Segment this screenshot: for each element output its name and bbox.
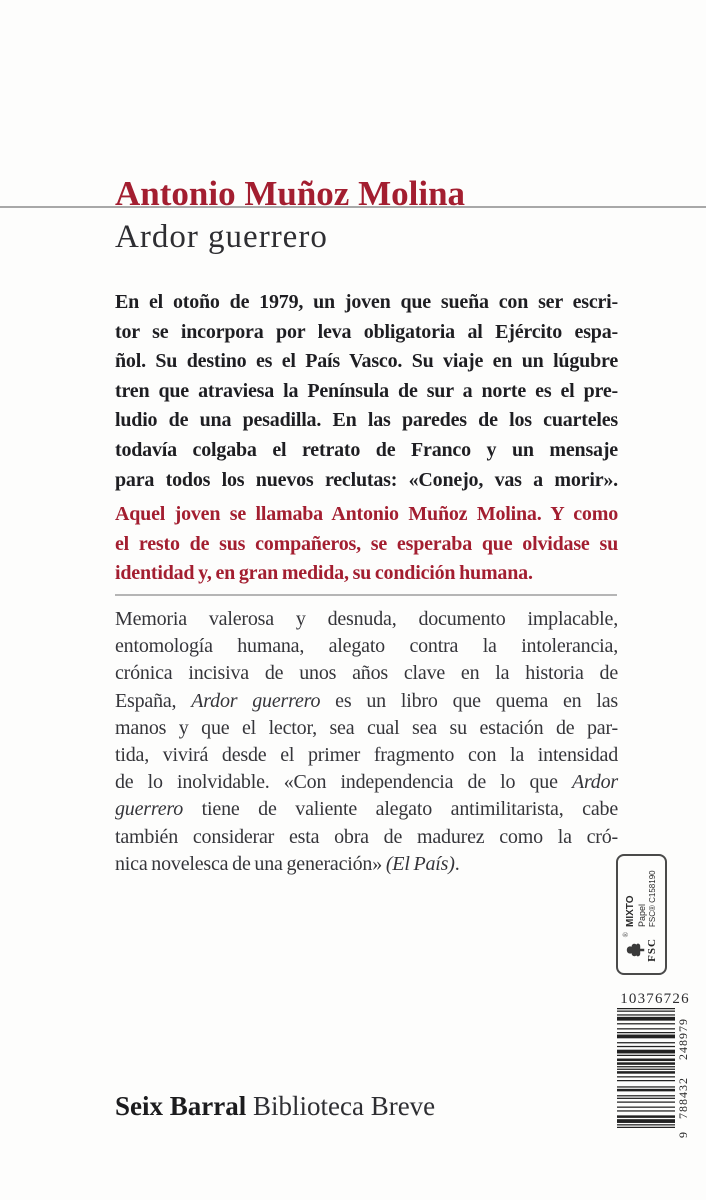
text-line: identidad y, en gran medida, su condición humana. — [115, 562, 533, 585]
fsc-license-code: FSC® C158190 — [648, 870, 657, 927]
fsc-logo — [622, 932, 658, 966]
collection-name: Biblioteca Breve — [252, 1091, 436, 1121]
synopsis-paragraph — [115, 288, 618, 495]
highlight-paragraph — [115, 500, 618, 589]
fsc-tree-icon — [625, 939, 647, 961]
text-line: el resto de sus compañeros, se esperaba que olvidase su — [115, 532, 618, 555]
product-code: 10376726 — [620, 991, 690, 1007]
registered-symbol: ® — [622, 932, 630, 938]
text-line: manos y que el lector, sea cual sea su estación de par- — [115, 716, 618, 739]
text-line: tren que atraviesa la Península de sur a norte es el pre- — [115, 379, 618, 402]
text-line: guerrero tiene de valiente alegato antimilitarista, cabe — [115, 798, 618, 821]
text-line: Aquel joven se llamaba Antonio Muñoz Molina. Y como — [115, 503, 618, 525]
text-line: tida, vivirá desde el primer fragmento con la intensidad — [115, 744, 618, 767]
text-line: para todos los nuevos reclutas: «Conejo, vas a morir». — [115, 468, 618, 491]
fsc-material: Papel — [637, 903, 647, 927]
text-line: Memoria valerosa y desnuda, documento implacable, — [115, 608, 618, 630]
text-line: nica novelesca de una generación» (El País). — [115, 852, 460, 875]
text-line: crónica incisiva de unos años clave en la historia de — [115, 662, 618, 685]
section-rule — [115, 594, 617, 596]
text-line: ludio de una pesadilla. En las paredes de los cuarteles — [115, 409, 618, 432]
text-line: entomología humana, alegato contra la intolerancia, — [115, 635, 618, 658]
fsc-wordmark: FSC — [646, 938, 658, 962]
fsc-label-inner — [616, 854, 667, 975]
ean-digit-group2: 248979 — [676, 1018, 690, 1060]
book-title: Ardor guerrero — [115, 219, 328, 255]
text-line: también considerar esta obra de madurez como la cró- — [115, 825, 618, 848]
ean-barcode-inner — [617, 1008, 695, 1138]
publisher-line — [115, 1092, 435, 1122]
fsc-type: MIXTO — [625, 895, 636, 927]
text-line: todavía colgaba el retrato de Franco y un mensaje — [115, 438, 618, 461]
barcode-bars — [617, 1008, 677, 1138]
text-line: España, Ardor guerrero es un libro que quema en las — [115, 689, 618, 712]
fsc-text-block — [626, 870, 657, 927]
text-line: de lo inolvidable. «Con independencia de lo que Ardor — [115, 771, 618, 794]
ean-digit-group1: 788432 — [676, 1077, 690, 1119]
ean-digit-lead: 9 — [676, 1132, 690, 1138]
publisher-name: Seix Barral — [115, 1091, 247, 1121]
review-paragraph — [115, 606, 618, 878]
text-line: ñol. Su destino es el País Vasco. Su viaje en un lúgubre — [115, 350, 618, 373]
text-line: tor se incorpora por leva obligatoria al Ejército espa- — [115, 320, 618, 343]
fsc-label — [616, 854, 667, 975]
text-line: En el otoño de 1979, un joven que sueña con ser escri- — [115, 291, 618, 313]
author-name: Antonio Muñoz Molina — [115, 174, 466, 213]
ean-barcode — [617, 1008, 695, 1138]
